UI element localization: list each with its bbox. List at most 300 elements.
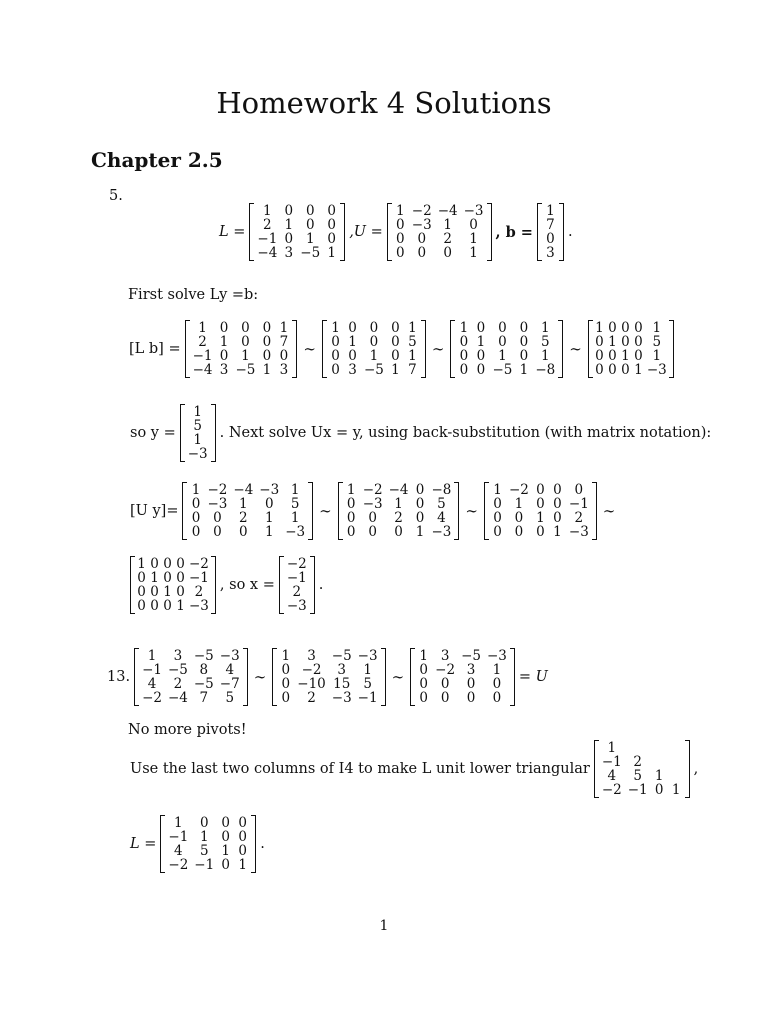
matrix-cell: −3 <box>431 524 452 540</box>
matrix-cell: 1 <box>331 320 340 336</box>
matrix-cell: 1 <box>652 348 662 364</box>
matrix-cell: −1 <box>568 496 589 512</box>
matrix-cell: 0 <box>221 815 230 831</box>
matrix-cell: 0 <box>327 231 336 247</box>
matrix-cell: −2 <box>301 662 322 678</box>
matrix-cell: −1 <box>257 231 278 247</box>
matrix-cell: 1 <box>174 815 183 831</box>
matrix-cell: 0 <box>459 348 469 364</box>
matrix-cell: −2 <box>435 662 456 678</box>
matrix-cell: 0 <box>536 524 545 540</box>
matrix-cell: 1 <box>541 320 550 336</box>
page-title: Homework 4 Solutions <box>216 86 552 120</box>
matrix-uy-3 <box>484 482 597 540</box>
so-y-label: so y = <box>130 425 176 441</box>
matrix-cell: 4 <box>174 843 183 859</box>
matrix-cell: 0 <box>519 334 529 350</box>
matrix-cell: 0 <box>492 690 502 706</box>
matrix-cell: −5 <box>492 362 513 378</box>
matrix-cell: 1 <box>608 334 617 350</box>
matrix-cell: −1 <box>168 829 189 845</box>
matrix-cell: 2 <box>239 510 248 526</box>
next-solve-text: . Next solve Ux = y, using back-substitution (with matrix notation): <box>219 425 712 441</box>
matrix-cell: −1 <box>286 570 307 586</box>
matrix-cell: 1 <box>394 496 403 512</box>
matrix-cell: 0 <box>150 584 159 600</box>
matrix-cell: 0 <box>348 348 357 364</box>
matrix-cell: 1 <box>493 482 502 498</box>
matrix-cell: 0 <box>238 815 247 831</box>
matrix-cell: 0 <box>498 334 507 350</box>
matrix-cell: −5 <box>363 362 384 378</box>
matrix-lower-triangular <box>594 740 690 798</box>
matrix-cell: 0 <box>279 348 289 364</box>
equation-augmented-L-b <box>125 320 674 378</box>
matrix-cell: 0 <box>417 231 427 247</box>
matrix-cell: 1 <box>654 768 664 784</box>
matrix-cell: 0 <box>262 348 272 364</box>
matrix-cell: 0 <box>608 362 617 378</box>
no-more-pivots-text: No more pivots! <box>128 722 247 738</box>
matrix-cell: 0 <box>459 334 469 350</box>
eq-U-label: = U <box>518 669 548 685</box>
matrix-cell: −5 <box>193 648 214 664</box>
matrix-13-2 <box>272 648 385 706</box>
matrix-cell: 0 <box>394 524 403 540</box>
matrix-cell: 0 <box>514 510 524 526</box>
matrix-aug-2 <box>322 320 426 378</box>
uy-label: [U y]= <box>130 503 179 519</box>
matrix-cell: 4 <box>437 510 446 526</box>
matrix-cell: −8 <box>535 362 556 378</box>
matrix-cell: 0 <box>492 676 502 692</box>
matrix-aug-3 <box>450 320 563 378</box>
matrix-13-3 <box>410 648 515 706</box>
period: . <box>567 224 573 240</box>
matrix-cell: −1 <box>189 570 209 586</box>
matrix-cell: 0 <box>396 245 405 261</box>
matrix-cell: 0 <box>595 362 604 378</box>
matrix-cell: 1 <box>219 334 229 350</box>
matrix-cell: −3 <box>646 362 667 378</box>
matrix-cell: 1 <box>163 584 172 600</box>
matrix-cell: 2 <box>307 690 316 706</box>
matrix-cell: 0 <box>634 320 643 336</box>
matrix-cell: 1 <box>498 348 507 364</box>
matrix-cell: 7 <box>199 690 209 706</box>
matrix-cell: 0 <box>466 676 476 692</box>
matrix-cell: 1 <box>652 320 662 336</box>
L-label: L = <box>219 224 246 240</box>
equation-y-solution <box>126 404 715 462</box>
matrix-cell: 3 <box>284 245 294 261</box>
matrix-cell: 0 <box>191 510 201 526</box>
matrix-cell: 0 <box>305 217 315 233</box>
matrix-cell: 1 <box>671 782 681 798</box>
matrix-cell: 0 <box>369 320 379 336</box>
matrix-cell: 1 <box>150 570 159 586</box>
matrix-cell: 0 <box>284 203 294 219</box>
matrix-cell: −3 <box>331 690 352 706</box>
matrix-cell: 1 <box>281 648 291 664</box>
matrix-cell: 5 <box>199 843 209 859</box>
page-number: 1 <box>379 918 389 934</box>
period-2: . <box>318 577 324 593</box>
matrix-cell <box>625 741 651 755</box>
matrix-cell: 1 <box>290 510 300 526</box>
equation-13-elimination <box>103 648 552 706</box>
matrix-cell: 0 <box>634 348 643 364</box>
matrix-cell: 0 <box>419 690 428 706</box>
matrix-cell: 0 <box>519 348 529 364</box>
matrix-L <box>249 203 345 261</box>
matrix-cell: 1 <box>396 203 405 219</box>
matrix-uy-4 <box>130 556 216 614</box>
b-label: , b = <box>495 223 533 241</box>
matrix-cell: 0 <box>199 815 209 831</box>
matrix-cell: 1 <box>264 524 274 540</box>
matrix-cell: 0 <box>476 348 486 364</box>
matrix-cell: −5 <box>331 648 352 664</box>
matrix-cell: −5 <box>300 245 321 261</box>
matrix-cell: 3 <box>466 662 476 678</box>
matrix-cell: 0 <box>348 320 357 336</box>
matrix-cell: −1 <box>142 662 162 678</box>
vector-y <box>180 404 216 462</box>
matrix-cell: 7 <box>546 217 555 233</box>
matrix-cell: 2 <box>574 510 584 526</box>
matrix-uy-2 <box>338 482 460 540</box>
matrix-aug-4 <box>588 320 674 378</box>
matrix-cell: 0 <box>595 334 604 350</box>
matrix-cell: −2 <box>362 482 383 498</box>
matrix-cell: 0 <box>391 348 400 364</box>
matrix-cell: 1 <box>191 482 201 498</box>
matrix-cell: −3 <box>411 217 432 233</box>
matrix-cell: 0 <box>221 829 230 845</box>
L-final-label: L = <box>130 836 157 852</box>
matrix-cell: 0 <box>213 524 222 540</box>
matrix-cell: 0 <box>241 320 250 336</box>
matrix-cell: −3 <box>362 496 383 512</box>
matrix-cell: 1 <box>408 320 417 336</box>
matrix-cell: 0 <box>621 334 630 350</box>
matrix-cell: −1 <box>357 690 378 706</box>
matrix-cell: −8 <box>431 482 452 498</box>
matrix-cell: 1 <box>137 556 146 572</box>
matrix-cell: 1 <box>263 203 272 219</box>
matrix-cell: −2 <box>142 690 162 706</box>
matrix-cell: 1 <box>176 598 185 614</box>
matrix-cell: −1 <box>192 348 213 364</box>
tilde-8: ∼ <box>391 668 405 686</box>
matrix-cell: 2 <box>198 334 207 350</box>
matrix-13-1 <box>134 648 248 706</box>
equation-L-U-b <box>215 203 577 261</box>
matrix-cell: 0 <box>595 348 604 364</box>
matrix-cell: 0 <box>553 482 562 498</box>
matrix-cell: 5 <box>290 496 300 512</box>
matrix-cell: 4 <box>607 768 617 784</box>
matrix-cell: 1 <box>346 482 356 498</box>
matrix-cell: 1 <box>492 662 502 678</box>
matrix-cell: 0 <box>493 496 502 512</box>
matrix-cell: 1 <box>262 362 272 378</box>
matrix-cell: 1 <box>607 740 617 756</box>
chapter-heading: Chapter 2.5 <box>91 148 223 172</box>
tilde-6: ∼ <box>602 502 616 520</box>
matrix-cell: 0 <box>213 510 222 526</box>
so-x-label: , so x = <box>219 577 275 593</box>
matrix-cell: 0 <box>654 782 664 798</box>
matrix-cell: 0 <box>305 203 315 219</box>
matrix-cell: 4 <box>147 676 157 692</box>
matrix-cell: 0 <box>415 482 425 498</box>
matrix-cell: −1 <box>194 857 215 873</box>
matrix-cell: 0 <box>281 662 291 678</box>
matrix-cell: 0 <box>514 524 524 540</box>
matrix-cell: −2 <box>286 556 307 572</box>
matrix-cell <box>668 755 685 769</box>
matrix-cell: −2 <box>207 482 228 498</box>
matrix-cell: 3 <box>440 648 450 664</box>
matrix-cell: 2 <box>173 676 183 692</box>
matrix-cell: 0 <box>546 231 555 247</box>
matrix-U <box>387 203 492 261</box>
matrix-cell: 1 <box>239 496 248 512</box>
matrix-cell: −5 <box>461 648 481 664</box>
matrix-cell: 0 <box>574 482 584 498</box>
aug-label: [L b] = <box>129 341 181 357</box>
matrix-cell: 3 <box>219 362 229 378</box>
matrix-cell: 0 <box>137 584 146 600</box>
matrix-cell: 1 <box>198 320 207 336</box>
vector-x <box>279 556 315 614</box>
matrix-cell: 5 <box>408 334 417 350</box>
matrix-cell: 5 <box>633 768 642 784</box>
matrix-cell: 0 <box>238 829 247 845</box>
matrix-cell: 0 <box>369 334 379 350</box>
use-last-columns-text: Use the last two columns of I4 to make L unit lower triangular <box>130 761 590 777</box>
matrix-cell: 0 <box>396 231 405 247</box>
matrix-cell: 2 <box>394 510 403 526</box>
matrix-L-final <box>160 815 256 873</box>
matrix-cell: −4 <box>257 245 278 261</box>
matrix-cell: 0 <box>163 598 172 614</box>
matrix-cell: 0 <box>163 570 172 586</box>
matrix-cell: 0 <box>219 348 229 364</box>
matrix-cell: 0 <box>331 348 340 364</box>
matrix-cell: 7 <box>279 334 289 350</box>
matrix-cell: 0 <box>176 584 185 600</box>
matrix-cell: 1 <box>536 510 545 526</box>
matrix-cell: 1 <box>284 217 294 233</box>
matrix-cell: 1 <box>391 362 400 378</box>
matrix-cell: −3 <box>285 524 306 540</box>
matrix-cell: 0 <box>608 320 617 336</box>
matrix-cell: 0 <box>191 496 201 512</box>
matrix-cell: 0 <box>191 524 201 540</box>
matrix-cell: 0 <box>239 524 248 540</box>
matrix-cell: −2 <box>508 482 529 498</box>
matrix-cell: 1 <box>363 662 372 678</box>
matrix-cell: 4 <box>225 662 235 678</box>
matrix-cell: 1 <box>238 857 247 873</box>
matrix-cell: 0 <box>536 482 545 498</box>
matrix-cell: −1 <box>627 782 648 798</box>
matrix-cell: 1 <box>241 348 250 364</box>
matrix-cell: 0 <box>476 320 486 336</box>
matrix-cell: 1 <box>279 320 289 336</box>
matrix-cell: 0 <box>137 598 146 614</box>
matrix-cell: 0 <box>553 496 562 512</box>
matrix-cell: −3 <box>486 648 507 664</box>
matrix-cell: 0 <box>219 320 229 336</box>
matrix-cell: 0 <box>469 217 478 233</box>
tilde-7: ∼ <box>253 668 267 686</box>
matrix-aug-1 <box>185 320 298 378</box>
matrix-cell: 1 <box>621 348 630 364</box>
equation-x-solution <box>130 556 327 614</box>
matrix-cell: −1 <box>601 754 622 770</box>
tilde-5: ∼ <box>465 502 478 520</box>
matrix-cell: 0 <box>176 556 185 572</box>
matrix-cell: 0 <box>176 570 185 586</box>
matrix-cell: −3 <box>219 648 240 664</box>
equation-augmented-U-y <box>126 482 621 540</box>
matrix-cell: 0 <box>150 556 159 572</box>
matrix-cell <box>668 769 685 783</box>
matrix-cell: 0 <box>391 334 400 350</box>
equation-L-final <box>126 815 269 873</box>
matrix-cell: 1 <box>476 334 486 350</box>
matrix-cell: 1 <box>514 496 524 512</box>
matrix-cell: −2 <box>601 782 622 798</box>
matrix-cell: 3 <box>546 245 555 261</box>
matrix-cell: 0 <box>493 524 502 540</box>
tilde-2: ∼ <box>431 340 445 358</box>
matrix-cell: −2 <box>411 203 432 219</box>
matrix-cell: 0 <box>415 496 425 512</box>
matrix-cell: 3 <box>348 362 357 378</box>
matrix-cell: 0 <box>493 510 502 526</box>
matrix-cell: −3 <box>568 524 589 540</box>
matrix-cell: 0 <box>498 320 507 336</box>
matrix-cell: 0 <box>284 231 294 247</box>
matrix-cell: 0 <box>163 556 172 572</box>
vector-b <box>537 203 564 261</box>
matrix-cell: −2 <box>189 556 209 572</box>
matrix-cell: 7 <box>408 362 417 378</box>
matrix-cell: 0 <box>221 857 230 873</box>
matrix-cell: 1 <box>221 843 230 859</box>
matrix-cell: 0 <box>262 334 272 350</box>
equation-lower-triangular <box>126 740 702 798</box>
matrix-cell: 0 <box>519 320 529 336</box>
matrix-cell: 0 <box>391 320 400 336</box>
matrix-cell: 5 <box>363 676 372 692</box>
matrix-cell: 5 <box>541 334 550 350</box>
matrix-cell: −4 <box>437 203 458 219</box>
matrix-cell: −4 <box>192 362 213 378</box>
matrix-cell: 0 <box>346 496 356 512</box>
problem-number-5: 5. <box>109 188 123 204</box>
matrix-cell: 0 <box>415 510 425 526</box>
first-solve-text: First solve Ly =b: <box>128 287 259 303</box>
matrix-cell: −3 <box>189 598 209 614</box>
matrix-cell: 0 <box>327 217 336 233</box>
matrix-cell: 3 <box>173 648 183 664</box>
matrix-cell: 0 <box>440 690 450 706</box>
matrix-cell: −4 <box>233 482 254 498</box>
matrix-cell: 8 <box>199 662 209 678</box>
matrix-cell: 0 <box>331 362 340 378</box>
matrix-cell: 0 <box>419 676 428 692</box>
matrix-cell: 3 <box>279 362 289 378</box>
matrix-cell: 2 <box>633 754 642 770</box>
matrix-cell: −3 <box>357 648 378 664</box>
matrix-cell: 1 <box>469 245 478 261</box>
matrix-cell: 0 <box>634 334 643 350</box>
matrix-cell: 0 <box>608 348 617 364</box>
tilde-1: ∼ <box>303 340 316 358</box>
matrix-cell: 0 <box>368 510 377 526</box>
matrix-cell <box>651 755 668 769</box>
matrix-cell: 1 <box>147 648 157 664</box>
matrix-cell: −10 <box>297 676 326 692</box>
matrix-cell: 3 <box>337 662 347 678</box>
matrix-cell: 0 <box>476 362 486 378</box>
matrix-cell: 1 <box>348 334 357 350</box>
matrix-cell: 0 <box>346 524 356 540</box>
matrix-cell: 0 <box>150 598 159 614</box>
matrix-cell: 0 <box>536 496 545 512</box>
matrix-cell: 0 <box>553 510 562 526</box>
matrix-cell: 0 <box>137 570 146 586</box>
matrix-cell: 5 <box>437 496 446 512</box>
matrix-cell: 2 <box>292 584 302 600</box>
matrix-cell: 1 <box>408 348 417 364</box>
matrix-cell: 0 <box>621 320 630 336</box>
matrix-cell: 1 <box>419 648 428 664</box>
matrix-cell: 0 <box>331 334 340 350</box>
matrix-cell: −3 <box>286 598 307 614</box>
matrix-uy-1 <box>182 482 313 540</box>
matrix-cell: 1 <box>369 348 379 364</box>
matrix-cell: −2 <box>168 857 189 873</box>
matrix-cell: 1 <box>459 320 469 336</box>
matrix-cell: −5 <box>235 362 256 378</box>
matrix-cell: −3 <box>259 482 280 498</box>
matrix-cell: 0 <box>241 334 250 350</box>
matrix-cell: 1 <box>469 231 478 247</box>
matrix-cell: 0 <box>264 496 274 512</box>
matrix-cell: 0 <box>440 676 450 692</box>
matrix-cell: 0 <box>417 245 427 261</box>
period-3: . <box>260 836 265 852</box>
tilde-4: ∼ <box>319 502 332 520</box>
matrix-cell: 0 <box>459 362 469 378</box>
matrix-cell: 1 <box>553 524 562 540</box>
tilde-3: ∼ <box>569 340 582 358</box>
matrix-cell: 1 <box>595 320 604 336</box>
matrix-cell <box>651 741 668 755</box>
matrix-cell: 1 <box>327 245 336 261</box>
matrix-cell: −4 <box>167 690 188 706</box>
matrix-cell: −4 <box>388 482 409 498</box>
matrix-cell: 0 <box>621 362 630 378</box>
matrix-cell: 0 <box>346 510 356 526</box>
